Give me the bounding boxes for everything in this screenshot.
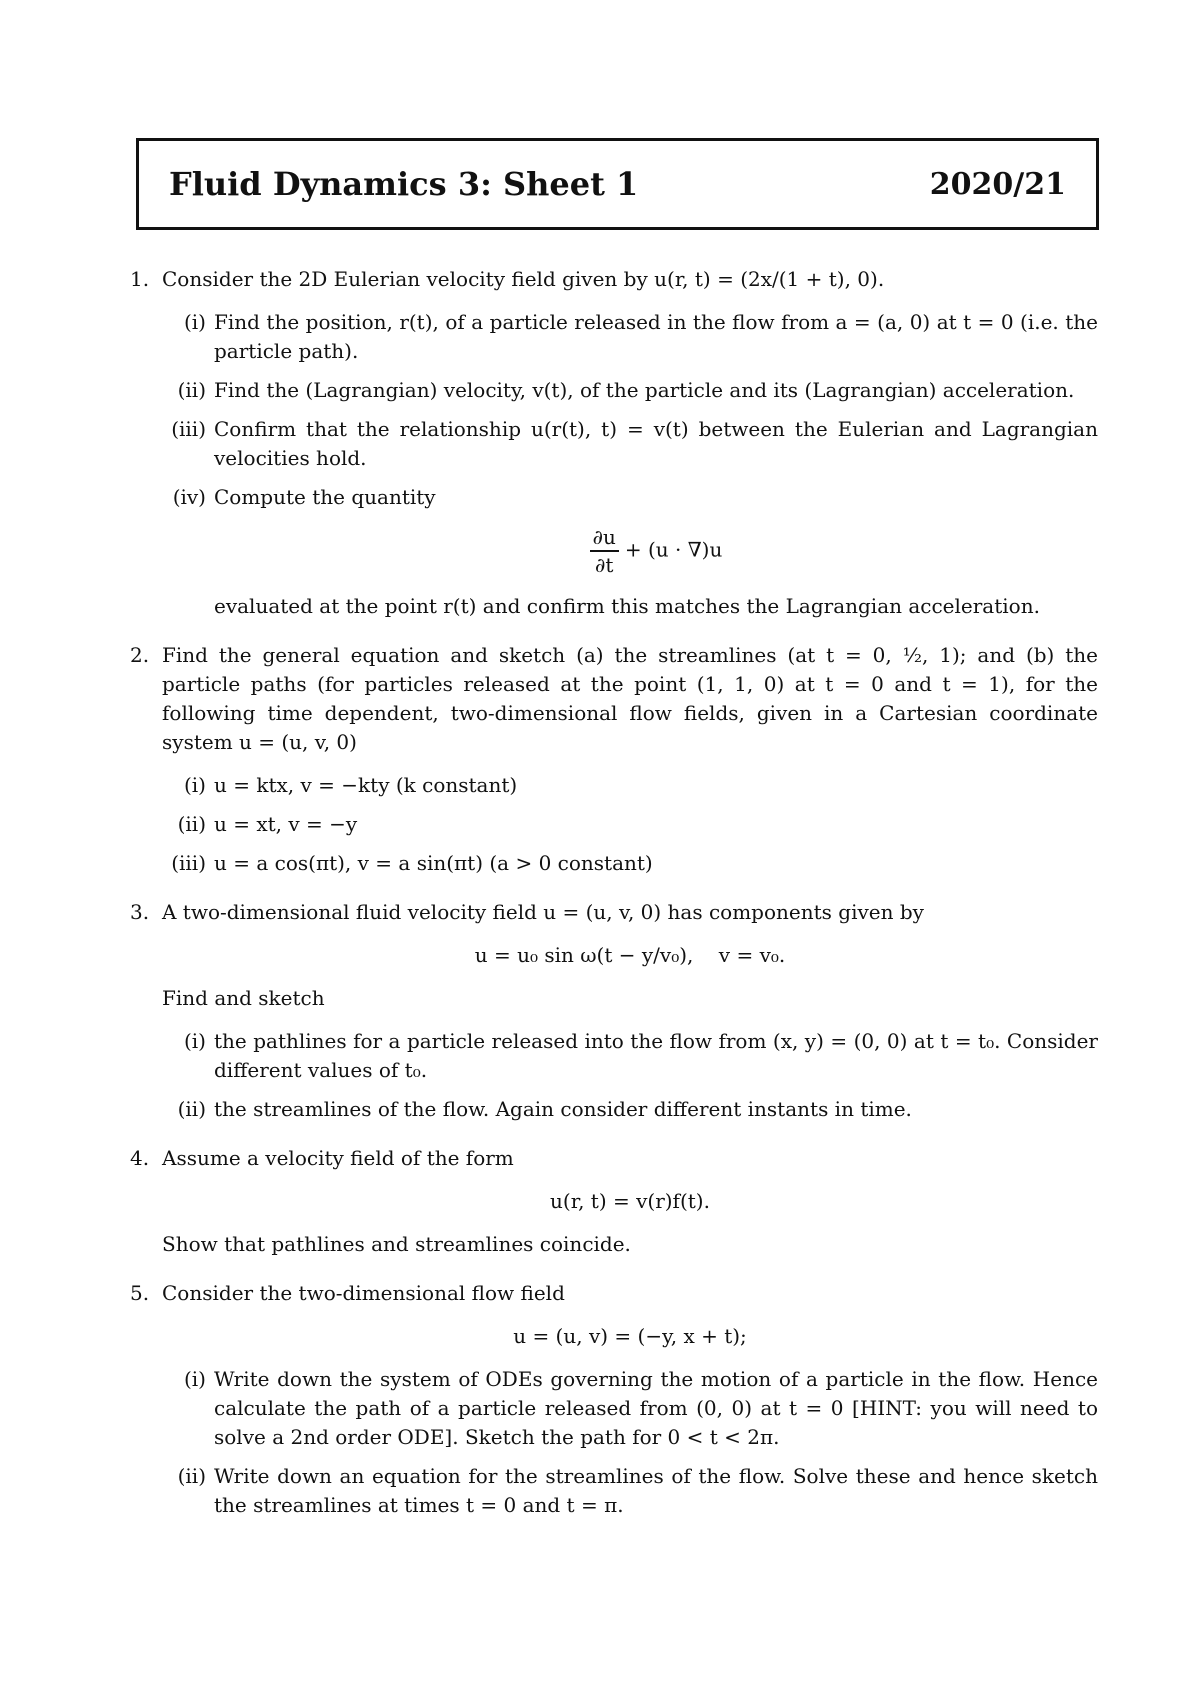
part-text: the streamlines of the flow. Again consider different instants in time. [214,1097,912,1121]
part-number: (ii) [177,378,206,402]
question-part [162,415,1098,473]
question-4 [130,1144,1098,1259]
question-part [162,1027,1098,1085]
part-text: u = xt, v = −y [214,812,358,836]
question-2 [130,641,1098,878]
part-text: Write down an equation for the streamlines of the flow. Solve these and hence sketch the streamlines at times t = 0 and t = π. [214,1464,1098,1517]
question-5 [130,1279,1098,1520]
display-equation: u(r, t) = v(r)f(t). [550,1189,710,1213]
part-text: Compute the quantity [214,485,436,509]
question-intro: Find the general equation and sketch (a) the streamlines (at t = 0, ½, 1); and (b) the particle paths (for particles released at the point (1, 1, 0) at t = 0 and t = 1), for the following time dependent, two-dimensional flow fields, given in a Cartesian coordinate system u = (u, v, 0) [162,643,1098,754]
part-text: the pathlines for a particle released into the flow from (x, y) = (0, 0) at t = t₀. Consider different values of t₀. [214,1029,1098,1082]
part-number: (ii) [177,1464,206,1488]
question-part [162,810,1098,839]
part-number: (ii) [177,1097,206,1121]
question-part [162,1462,1098,1520]
part-text: Write down the system of ODEs governing the motion of a particle in the flow. Hence calculate the path of a particle released from (0, 0) at t = 0 [HINT: you will need to solve a 2nd order ODE]. Sketch the path for 0 < t < 2π. [214,1367,1098,1449]
part-continuation: evaluated at the point r(t) and confirm this matches the Lagrangian acceleration. [214,594,1040,618]
question-lead: Find and sketch [162,986,325,1010]
part-number: (i) [183,310,206,334]
part-text: Find the position, r(t), of a particle released in the flow from a = (a, 0) at t = 0 (i.e. the particle path). [214,310,1098,363]
question-part [162,483,1098,621]
part-number: (i) [183,1367,206,1391]
fraction-denominator: ∂t [595,553,614,577]
fraction-numerator: ∂u [590,524,619,552]
question-part [162,771,1098,800]
question-number: 4. [130,1146,150,1170]
question-intro: A two-dimensional fluid velocity field u = (u, v, 0) has components given by [162,900,924,924]
question-number: 5. [130,1281,150,1305]
question-part [162,1365,1098,1452]
sheet-title: Fluid Dynamics 3: Sheet 1 [169,164,639,203]
part-text: Find the (Lagrangian) velocity, v(t), of the particle and its (Lagrangian) acceleration. [214,378,1075,402]
question-number: 3. [130,900,150,924]
question-1 [130,265,1098,621]
question-intro: Consider the 2D Eulerian velocity field given by u(r, t) = (2x/(1 + t), 0). [162,267,885,291]
equation-rest: + (u · ∇)u [624,537,723,562]
question-list [130,265,1098,1540]
part-number: (iii) [171,417,206,441]
part-text: u = ktx, v = −kty (k constant) [214,773,518,797]
question-intro: Consider the two-dimensional flow field [162,1281,565,1305]
question-3 [130,898,1098,1124]
sheet-header [136,138,1099,230]
question-intro: Assume a velocity field of the form [162,1146,514,1170]
question-conclusion: Show that pathlines and streamlines coincide. [162,1232,631,1256]
question-number: 2. [130,643,150,667]
display-equation [214,524,1098,578]
display-equation: u = (u, v) = (−y, x + t); [513,1324,747,1348]
question-part [162,849,1098,878]
part-number: (iv) [172,485,206,509]
part-number: (i) [183,773,206,797]
part-number: (i) [183,1029,206,1053]
part-number: (iii) [171,851,206,875]
sheet-year: 2020/21 [929,166,1066,202]
part-text: Confirm that the relationship u(r(t), t) = v(t) between the Eulerian and Lagrangian velocities hold. [214,417,1098,470]
question-part [162,308,1098,366]
question-part [162,1095,1098,1124]
part-number: (ii) [177,812,206,836]
display-equation: u = u₀ sin ω(t − y/v₀), v = v₀. [474,943,786,967]
part-text: u = a cos(πt), v = a sin(πt) (a > 0 constant) [214,851,653,875]
fraction [590,524,619,578]
question-number: 1. [130,267,150,291]
question-part [162,376,1098,405]
